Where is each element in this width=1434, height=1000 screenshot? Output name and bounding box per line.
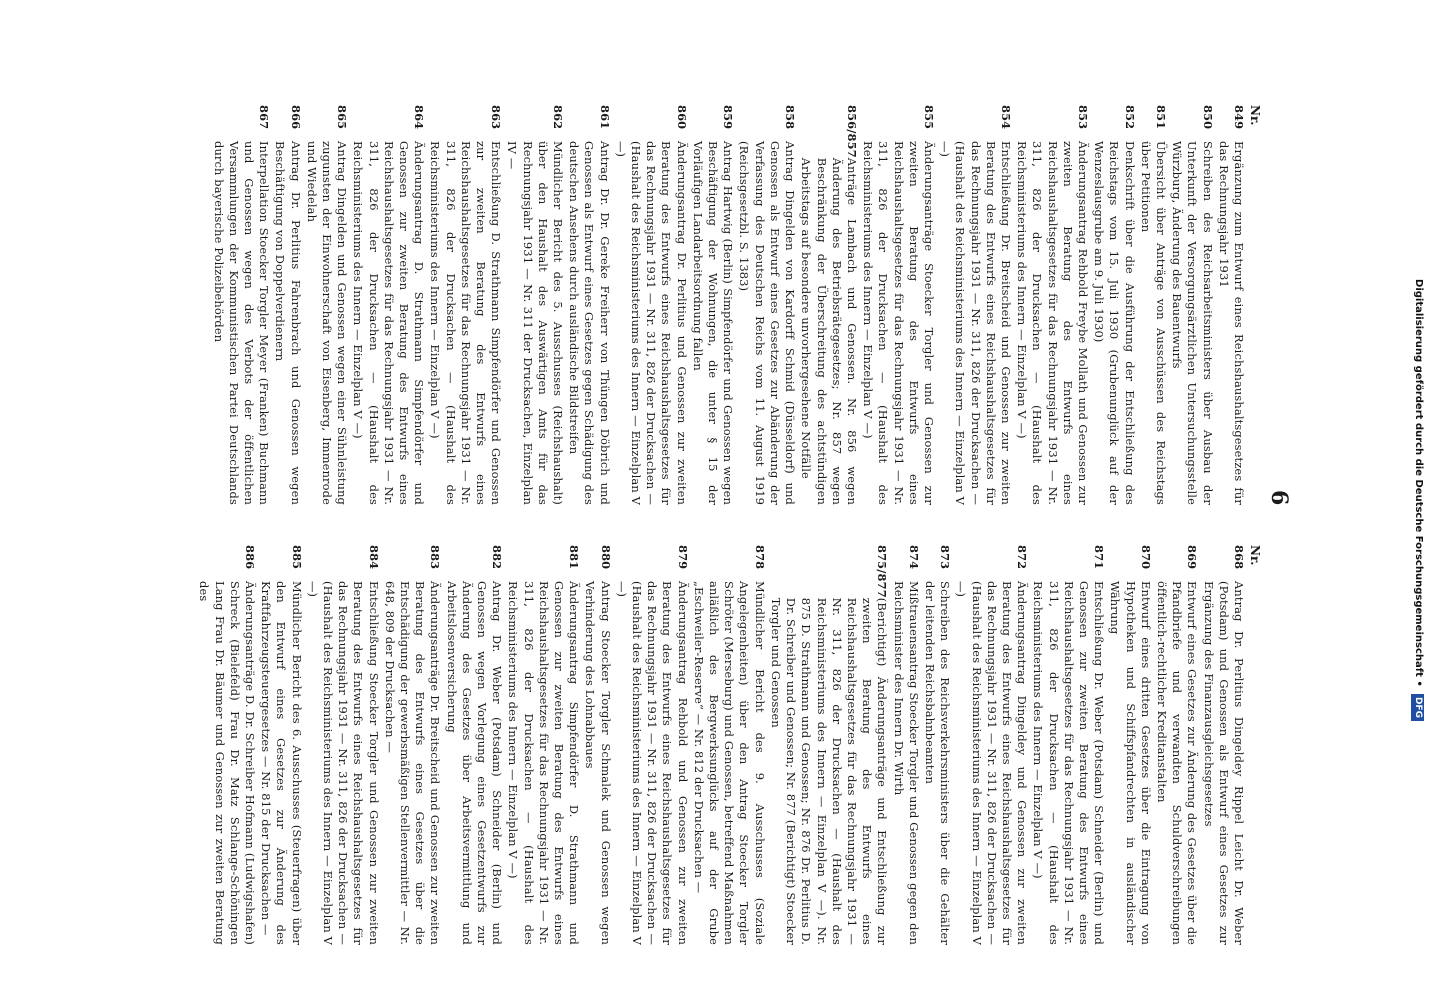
entry-text: Denkschrift über die Ausführung der Entschließung des Reichstags vom 15. Juli 1930 (Grubenunglück auf der Wenzeslausgrube am 9. Juli 1930): [1092, 141, 1137, 505]
entry-row: [1154, 545, 1200, 945]
entry-number: 880: [598, 545, 613, 570]
entry-text: Schreiben des Reichsverkehrsministers über die Gehälter der leitenden Reichsbahnbeamten: [922, 581, 953, 945]
page-number: 6: [1266, 490, 1292, 506]
dfg-side-strip: [1408, 0, 1428, 1000]
entry-number: 869: [1185, 545, 1200, 570]
entry-row: [1030, 545, 1106, 945]
entry-number: 882: [490, 545, 505, 570]
entry-row: [768, 545, 890, 945]
entry-row: [1216, 105, 1246, 505]
entry-text: (Berichtigt) Änderungsanträge und Entschließung zur zweiten Beratung des Entwurfs eines Reichshaushaltsgesetzes für das Rechnungsjahr 1931 — Nr. 311, 826 der Drucksachen — (Haushalt des Reichsministeriums des Innern — Einzelplan V —). Nr. 875 D. Strathmann und Genossen; Nr. 876 Dr. Perlitius D. Dr. Schreiber und Genossen; Nr. 877 (Berichtigt) Stoecker Torgler und Genossen: [768, 597, 890, 945]
entry-row: [1200, 545, 1246, 945]
entry-row: [258, 545, 304, 945]
entry-number: 859: [721, 105, 736, 130]
column-header: Nr.: [1248, 545, 1262, 566]
entry-text: Änderungsantrag Rehbold Freybe Mollath und Genossen zur zweiten Beratung des Entwurfs eines Reichshaushaltsgesetzes für das Rechnungsjahr 1931 — Nr. 311, 826 der Drucksachen — (Haushalt des Reichsministeriums des Innern — Einzelplan V —): [1015, 141, 1090, 505]
right-column: [195, 545, 1262, 945]
entry-number: 885: [289, 545, 304, 570]
entry-text: Anträge Lambach und Genossen. Nr. 856 wegen Änderung des Betriebsrätegesetzes; Nr. 857 wegen Beschränkung der Überschreitung des achtstündigen Arbeitstags auf besondere unvorhergesehene Notfälle: [799, 157, 859, 505]
entry-number: 883: [428, 545, 443, 570]
entry-text: Antrag Dr. Dr. Gereke Freiherr von Thüngen Döbrich und Genossen als Entwurf eines Gesetzes gegen Schädigung des deutschen Ansehens durch ausländische Bildstreifen: [567, 141, 612, 505]
entry-number: 865: [335, 105, 350, 130]
entry-row: [890, 545, 920, 945]
entry-text: Änderungsantrag Dingeldey und Genossen zur zweiten Beratung des Entwurfs eines Reichshaushaltsgesetzes für das Rechnungsjahr 1931 — Nr. 311, 826 der Drucksachen — (Haushalt des Reichsministeriums des Innern — Einzelplan V —): [954, 581, 1030, 945]
entry-row: [350, 105, 426, 505]
entry-text: Antrag Dingelden von Kardorff Schmid (Düsseldorf) und Genossen als Entwurf eines Gesetzes zur Abänderung der Verfassung des Deutschen Reichs vom 11. August 1919 (Reichsgesetzbl. S. 1383): [737, 141, 798, 505]
entry-number: 884: [366, 545, 381, 570]
entry-text: Änderungsanträge D. Dr. Schreiber Hofmann (Ludwigshafen) Schreck (Bielefeld) Frau Dr. Matz Schlange-Schöningen Lang Frau Dr. Bäumer und Genossen zur zweiten Beratung des: [197, 581, 257, 945]
entry-number: 875/877: [875, 545, 890, 598]
entry-row: [196, 545, 257, 945]
entry-text: Antrag Dr. Perlitius Dingeldey Rippel Leicht Dr. Weber (Potsdam) und Genossen als Entwurf eines Gesetzes zur Ergänzung des Finanzausgleichsgesetzes: [1201, 581, 1246, 945]
entry-row: [860, 105, 936, 505]
entry-number: 860: [674, 105, 689, 130]
entry-text: Mündlicher Bericht des 5. Ausschusses (Reichshaushalt) über den Haushalt des Auswärtigen Amts für das Rechnungsjahr 1931 — Nr. 311 der Drucksachen, Einzelplan IV —: [505, 141, 566, 505]
entry-row: [505, 545, 581, 945]
entry-text: Interpellation Stoecker Torgler Meyer (Franken) Buchmann und Genossen wegen des Verbots der öffentlichen Versammlungen der Kommunistischen Partei Deutschlands durch bayerische Polizeibehörden: [211, 141, 272, 505]
entry-number: 858: [783, 105, 798, 130]
entry-text: Änderungsantrag D. Strathmann Simpfendörfer und Genossen zur zweiten Beratung des Entwurfs eines Reichshaushaltsgesetzes für das Rechnungsjahr 1931 — Nr. 311, 826 der Drucksachen — (Haushalt des Reichsministeriums des Innern — Einzelplan V —): [351, 141, 427, 505]
entry-row: [566, 105, 612, 505]
entry-text: Mündlicher Bericht des 6. Ausschusses (Steuerfragen) über den Entwurf eines Gesetzes zur Änderung des Kraftfahrzeugsteuergesetzes — Nr. 815 der Drucksachen —: [259, 581, 304, 945]
entry-text: Änderungsanträge Stoecker Torgler und Genossen zur zweiten Beratung des Entwurfs eines Reichshaushaltsgesetzes für das Rechnungsjahr 1931 — Nr. 311, 826 der Drucksachen — (Haushalt des Reichsministeriums des Innern — Einzelplan V —): [861, 141, 936, 505]
entry-number: 853: [1075, 105, 1090, 130]
column-header: Nr.: [1248, 105, 1262, 126]
left-column: [209, 105, 1262, 505]
entry-list: [210, 105, 1246, 505]
entry-row: [443, 545, 504, 945]
entry-row: [305, 545, 381, 945]
dfg-logo: DFG: [1411, 694, 1424, 721]
entry-text: Änderungsantrag Simpfendörfer D. Strathmann und Genossen zur zweiten Beratung des Entwurfs eines Reichshaushaltsgesetzes für das Rechnungsjahr 1931 — Nr. 311, 826 der Drucksachen — (Haushalt des Reichsministeriums des Innern — Einzelplan V —): [506, 581, 582, 945]
entry-number: 874: [906, 545, 921, 570]
entry-number: 855: [921, 105, 936, 130]
entry-number: 854: [998, 105, 1013, 130]
entry-row: [304, 105, 350, 505]
entry-row: [504, 105, 565, 505]
entry-row: [614, 545, 690, 945]
entry-row: [382, 545, 443, 945]
dfg-funding-text: Digitalisierung gefördert durch die Deutsche Forschungsgemeinschaft •: [1413, 279, 1424, 687]
entry-number: 863: [489, 105, 504, 130]
entry-row: [690, 105, 736, 505]
entry-number: 849: [1232, 105, 1246, 130]
entry-number: 852: [1122, 105, 1137, 130]
entry-row: [613, 105, 689, 505]
entry-number: 878: [752, 545, 767, 570]
entry-number: 873: [938, 545, 953, 570]
entry-row: [272, 105, 302, 505]
entry-text: Schreiben des Reichsarbeitsministers über Ausbau der Unterkunft der Versorgungsärztlichen Untersuchungsstelle Würzburg, Änderung des Bauentwurfs: [1170, 141, 1215, 505]
entry-row: [736, 105, 797, 505]
entry-list: [196, 545, 1246, 945]
entry-text: Antrag Dr. Weber (Potsdam) Schneider (Berlin) und Genossen wegen Vorlegung eines Gesetzentwurfs zur Änderung des Gesetzes über Arbeitsvermittlung und Arbeitslosenversicherung: [444, 581, 505, 945]
entry-text: Ergänzung zum Entwurf eines Reichshaushaltsgesetzes für das Rechnungsjahr 1931: [1216, 141, 1246, 505]
entry-number: 866: [288, 105, 303, 130]
entry-number: 856/857: [844, 105, 859, 158]
entry-text: Entschließung Dr. Weber (Potsdam) Schneider (Berlin) und Genossen zur zweiten Beratung des Entwurfs eines Reichshaushaltsgesetzes für das Rechnungsjahr 1931 — Nr. 311, 826 der Drucksachen — (Haushalt des Reichsministeriums des Innern — Einzelplan V —): [1031, 581, 1107, 945]
entry-row: [1169, 105, 1215, 505]
entry-number: 872: [1015, 545, 1030, 570]
entry-number: 868: [1232, 545, 1246, 570]
entry-row: [1014, 105, 1090, 505]
entry-text: Übersicht über Anträge von Ausschüssen des Reichstags über Petitionen: [1138, 141, 1168, 505]
entry-text: Änderungsantrag Rehbold und Genossen zur zweiten Beratung des Entwurfs eines Reichshaushaltsgesetzes für das Rechnungsjahr 1931 — Nr. 311, 826 der Drucksachen — (Haushalt des Reichsministeriums des Innern — Einzelplan V —): [614, 581, 690, 945]
entry-row: [1138, 105, 1168, 505]
entry-number: 850: [1200, 105, 1215, 130]
entry-number: 871: [1092, 545, 1107, 570]
entry-number: 879: [675, 545, 690, 570]
entry-number: 862: [551, 105, 566, 130]
entry-text: Mündlicher Bericht des 9. Ausschusses (Soziale Angelegenheiten) über den Antrag Stoecker Torgler Schröter (Merseburg) und Genossen, betreffend Maßnahmen anläßlich des Bergwerksunglücks auf der Grube „Eschweiler-Reserve“ — Nr. 812 der Drucksachen —: [691, 581, 767, 946]
entry-row: [953, 545, 1029, 945]
entry-text: Entschließung Dr. Breitscheid und Genossen zur zweiten Beratung des Entwurfs eines Reichshaushaltsgesetzes für das Rechnungsjahr 1931 — Nr. 311, 826 der Drucksachen — (Haushalt des Reichsministeriums des Innern — Einzelplan V —): [938, 141, 1013, 505]
entry-text: Entschließung Stoecker Torgler und Genossen zur zweiten Beratung des Entwurfs eines Reichshaushaltsgesetzes für das Rechnungsjahr 1931 — Nr. 311, 826 der Drucksachen — (Haushalt des Reichsministeriums des Innern — Einzelplan V —): [305, 581, 381, 945]
entry-number: 886: [243, 545, 257, 570]
entry-text: Entwurf eines Gesetzes zur Änderung des Gesetzes über die Pfandbriefe und verwandten Schuldverschreibungen öffentlich-rechtlicher Kreditanstalten: [1154, 581, 1200, 945]
entry-text: Änderungsantrag Dr. Perlitius und Genossen zur zweiten Beratung des Entwurfs eines Reichshaushaltsgesetzes für das Rechnungsjahr 1931 — Nr. 311, 826 der Drucksachen — (Haushalt des Reichsministeriums des Innern — Einzelplan V —): [613, 141, 689, 505]
entry-row: [427, 105, 503, 505]
entry-text: Entwurf eines dritten Gesetzes über die Eintragung von Hypotheken und Schiffspfandrechten in ausländischer Währung: [1108, 581, 1153, 945]
entry-row: [798, 105, 859, 505]
entry-row: [691, 545, 767, 945]
entry-number: 881: [567, 545, 582, 570]
entry-text: Antrag Dingelden und Genossen wegen einer Sühnleistung zugunsten der Einwohnerschaft von Eisenberg, Immenrode und Wiedelah: [304, 141, 350, 505]
entry-row: [210, 105, 271, 505]
entry-number: 861: [597, 105, 612, 130]
entry-row: [582, 545, 612, 945]
entry-number: 864: [412, 105, 427, 130]
entry-text: Antrag Stoecker Torgler Schmalek und Genossen wegen Verhinderung des Lohnabbaues: [583, 581, 613, 945]
entry-number: 870: [1138, 545, 1153, 570]
entry-text: Antrag Hartwig (Berlin) Simpfendörfer und Genossen wegen Beschäftigung der Wohnungen, die unter § 15 der Vorläufigen Landarbeitsordnung fallen: [690, 141, 736, 505]
entry-row: [1091, 105, 1137, 505]
entry-row: [922, 545, 952, 945]
entry-text: Änderungsanträge Dr. Breitscheid und Genossen zur zweiten Beratung des Entwurfs eines Gesetzes über die Entschädigung der gewerbsmäßigen Stellenvermittler — Nr. 648, 809 der Drucksachen —: [382, 581, 443, 945]
entry-number: 867: [257, 105, 272, 130]
dfg-label: [1408, 0, 1428, 1000]
entry-text: Mißtrauensantrag Stoecker Torgler und Genossen gegen den Reichsminister des Innern Dr. Wirth: [891, 581, 921, 945]
entry-number: 851: [1153, 105, 1168, 130]
entry-row: [937, 105, 1013, 505]
entry-text: Entschließung D. Strathmann Simpfendörfer und Genossen zur zweiten Beratung des Entwurfs eines Reichshaushaltsgesetzes für das Rechnungsjahr 1931 — Nr. 311, 826 der Drucksachen — (Haushalt des Reichsministeriums des Innern — Einzelplan V —): [428, 141, 504, 505]
entry-text: Antrag Dr. Perlitius Fahrenbrach und Genossen wegen Beschäftigung von Doppelverdienern: [273, 141, 303, 505]
entry-row: [1107, 545, 1153, 945]
